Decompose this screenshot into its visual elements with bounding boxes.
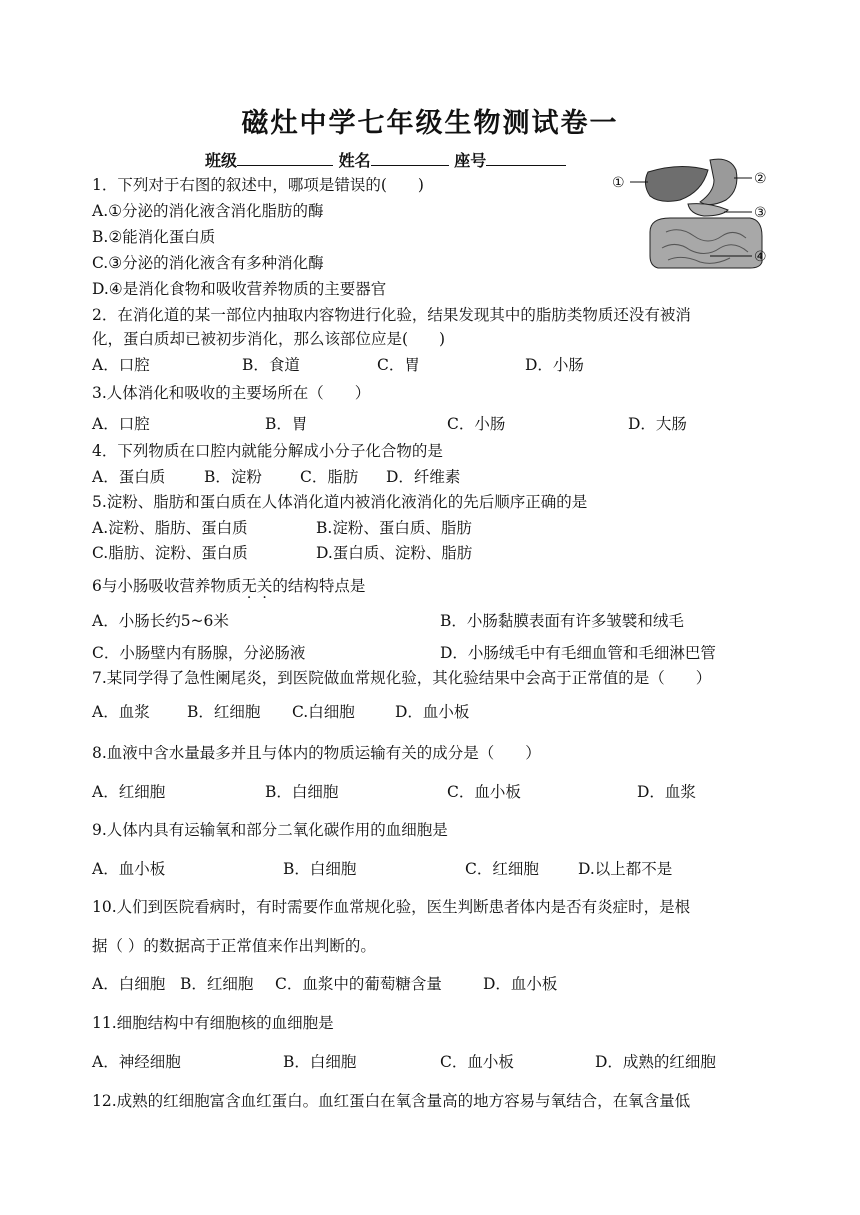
q10-option-d: D．血小板 (483, 975, 558, 993)
q8-option-b: B．白细胞 (265, 783, 339, 801)
seat-label: 座号 (454, 151, 487, 170)
q2-option-d: D．小肠 (525, 356, 584, 374)
q11-option-a: A．神经细胞 (92, 1053, 181, 1071)
name-blank[interactable] (371, 150, 449, 166)
q4-option-b: B．淀粉 (204, 468, 262, 486)
figure-label-3: ③ (754, 205, 767, 221)
q5-option-d: D.蛋白质、淀粉、脂肪 (316, 544, 473, 562)
q8-option-c: C．血小板 (447, 783, 521, 801)
q7-option-c: C.白细胞 (292, 703, 355, 721)
q3-option-b: B．胃 (265, 415, 308, 433)
q10-stem-line1: 10.人们到医院看病时，有时需要作血常规化验，医生判断患者体内是否有炎症时，是根 (92, 898, 691, 916)
q10-stem-line2: 据（ ）的数据高于正常值来作出判断的。 (92, 937, 376, 955)
pancreas-shape (688, 204, 728, 216)
class-label: 班级 (205, 151, 238, 170)
q4-option-a: A．蛋白质 (92, 468, 166, 486)
q11-stem: 11.细胞结构中有细胞核的血细胞是 (92, 1014, 334, 1032)
q2-stem-line1: 2．在消化道的某一部位内抽取内容物进行化验，结果发现其中的脂肪类物质还没有被消 (92, 306, 691, 324)
q3-option-d: D．大肠 (628, 415, 687, 433)
q6-stem (92, 576, 365, 596)
q2-option-b: B．食道 (242, 356, 300, 374)
q11-option-c: C．血小板 (440, 1053, 514, 1071)
q12-stem: 12.成熟的红细胞富含血红蛋白。血红蛋白在氧含量高的地方容易与氧结合，在氧含量低 (92, 1092, 691, 1110)
q8-option-d: D．血浆 (637, 783, 696, 801)
q6-option-c: C．小肠壁内有肠腺，分泌肠液 (92, 644, 306, 662)
q6-stem-pre: 6与小肠吸收营养物质 (92, 577, 242, 595)
q7-option-a: A．血浆 (92, 703, 150, 721)
q6-stem-post: 的结构特点是 (272, 577, 366, 595)
q2-stem-line2: 化，蛋白质却已被初步消化，那么该部位应是( ) (92, 330, 446, 348)
page-title: 磁灶中学七年级生物测试卷一 (241, 108, 619, 139)
q5-option-c: C.脂肪、淀粉、蛋白质 (92, 544, 248, 562)
q6-emphasis-2: 关 (256, 577, 273, 595)
q9-option-d: D.以上都不是 (578, 860, 673, 878)
q5-option-a: A.淀粉、脂肪、蛋白质 (92, 519, 248, 537)
q6-option-a: A．小肠长约5~6米 (92, 612, 229, 630)
q3-stem: 3.人体消化和吸收的主要场所在（ ） (92, 384, 371, 402)
q6-option-d: D．小肠绒毛中有毛细血管和毛细淋巴管 (440, 644, 716, 662)
q9-option-a: A．血小板 (92, 860, 166, 878)
q5-stem: 5.淀粉、脂肪和蛋白质在人体消化道内被消化液消化的先后顺序正确的是 (92, 493, 588, 511)
q10-option-a: A．白细胞 (92, 975, 166, 993)
q10-option-b: B．红细胞 (180, 975, 254, 993)
q9-option-c: C．红细胞 (465, 860, 539, 878)
q9-option-b: B．白细胞 (283, 860, 357, 878)
figure-label-2: ② (754, 171, 767, 187)
figure-label-4: ④ (754, 249, 767, 265)
q7-option-d: D．血小板 (395, 703, 470, 721)
stomach-shape (700, 159, 737, 204)
seat-blank[interactable] (486, 150, 566, 166)
q4-stem: 4．下列物质在口腔内就能分解成小分子化合物的是 (92, 442, 443, 460)
q4-option-d: D．纤维素 (386, 468, 461, 486)
q9-stem: 9.人体内具有运输氧和部分二氧化碳作用的血细胞是 (92, 821, 448, 839)
q1-stem: 1．下列对于右图的叙述中，哪项是错误的( ) (92, 176, 424, 194)
q10-option-c: C．血浆中的葡萄糖含量 (275, 975, 442, 993)
intestine-shape (650, 218, 762, 268)
q1-option-c: C.③分泌的消化液含有多种消化酶 (92, 254, 324, 272)
q11-option-d: D．成熟的红细胞 (595, 1053, 716, 1071)
q5-option-b: B.淀粉、蛋白质、脂肪 (316, 519, 472, 537)
figure-label-1: ① (612, 175, 625, 191)
q3-option-a: A．口腔 (92, 415, 150, 433)
q1-option-b: B.②能消化蛋白质 (92, 228, 216, 246)
q1-option-a: A.①分泌的消化液含消化脂肪的酶 (92, 202, 324, 220)
q1-option-d: D.④是消化食物和吸收营养物质的主要器官 (92, 280, 387, 298)
name-label: 姓名 (338, 151, 371, 170)
q4-option-c: C．脂肪 (300, 468, 359, 486)
q2-option-a: A．口腔 (92, 356, 150, 374)
digestive-system-figure (610, 152, 775, 270)
q3-option-c: C．小肠 (447, 415, 506, 433)
liver-shape (645, 166, 708, 201)
student-info-line (205, 148, 566, 171)
q7-stem: 7.某同学得了急性阑尾炎，到医院做血常规化验，其化验结果中会高于正常值的是（ ） (92, 669, 712, 687)
q11-option-b: B．白细胞 (283, 1053, 357, 1071)
q8-stem: 8.血液中含水量最多并且与体内的物质运输有关的成分是（ ） (92, 744, 541, 762)
q6-emphasis-1: 无 (241, 577, 257, 595)
class-blank[interactable] (237, 150, 333, 166)
q7-option-b: B．红细胞 (187, 703, 261, 721)
q2-option-c: C．胃 (377, 356, 420, 374)
q6-option-b: B．小肠黏膜表面有许多皱襞和绒毛 (440, 612, 684, 630)
q8-option-a: A．红细胞 (92, 783, 166, 801)
